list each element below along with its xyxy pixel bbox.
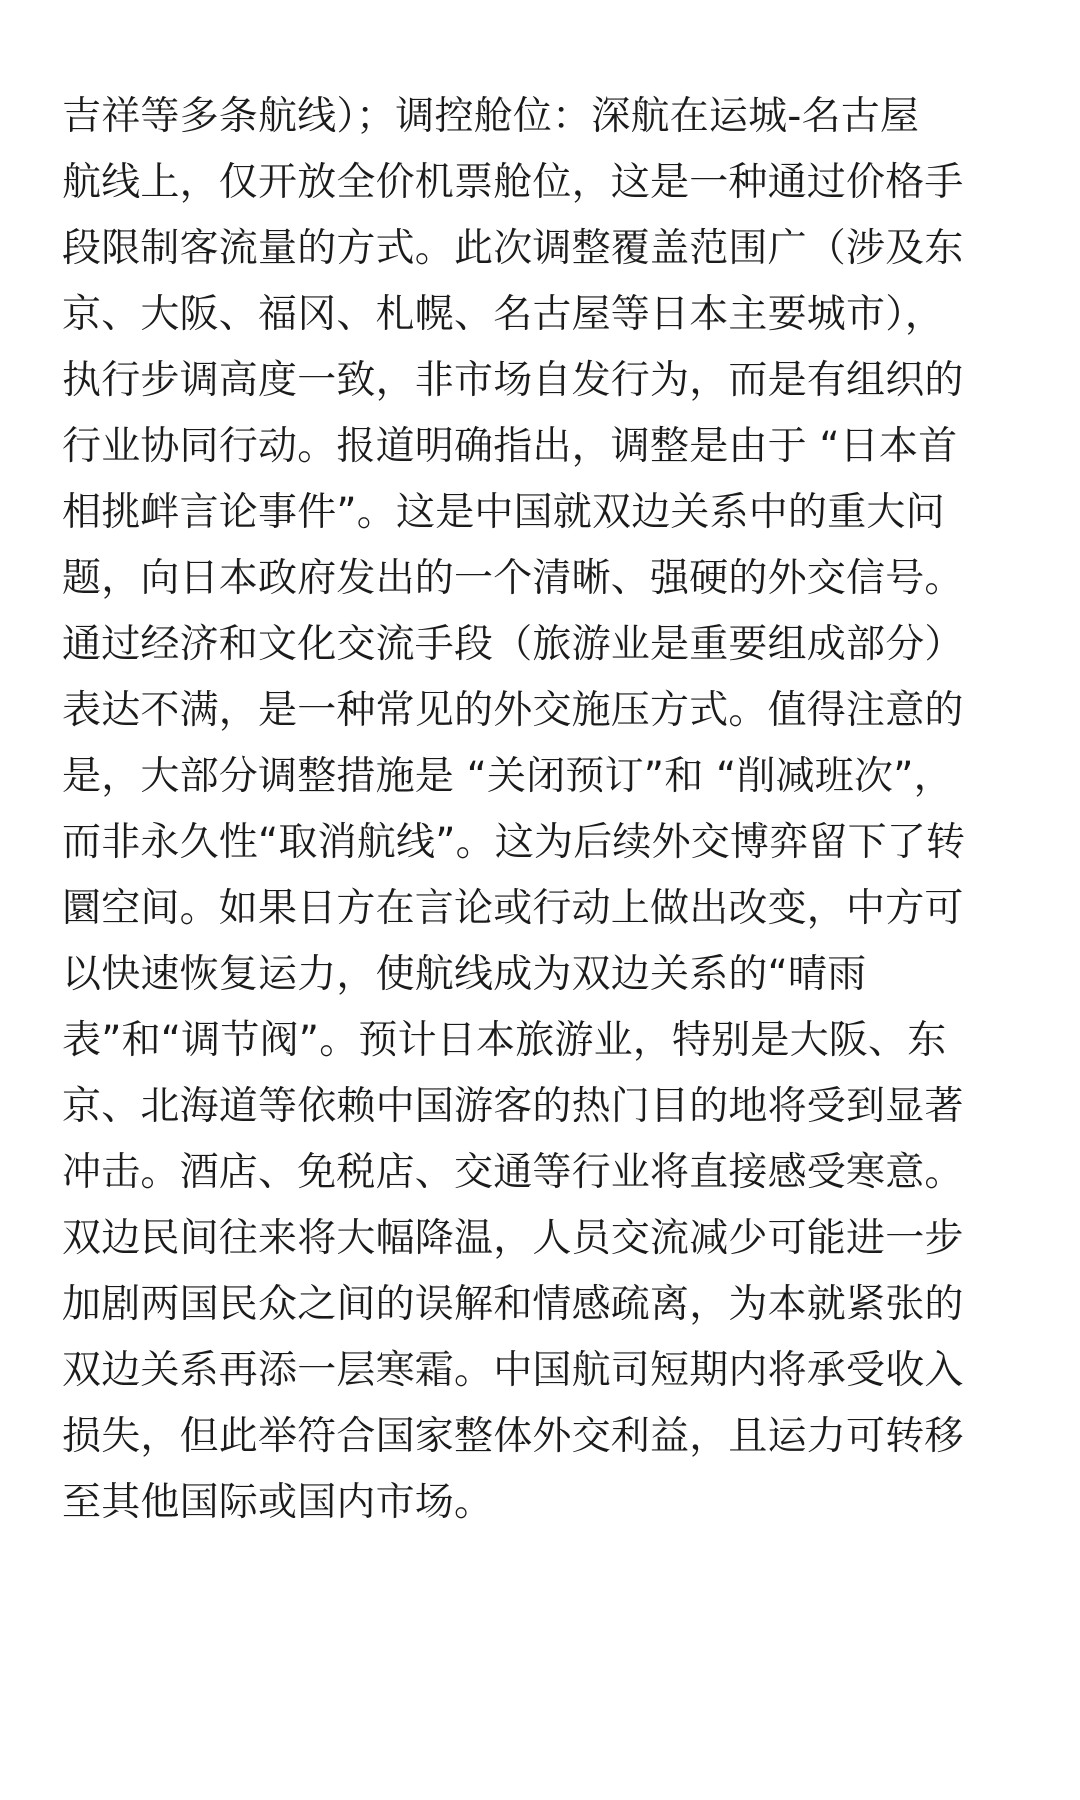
text-line: 加剧两国民众之间的误解和情感疏离，为本就紧张的 [62, 1282, 964, 1327]
text-line: 表达不满，是一种常见的外交施压方式。值得注意的 [62, 688, 964, 733]
text-line: 京、大阪、福冈、札幌、名古屋等日本主要城市）， [62, 292, 945, 337]
text-line: 双边民间往来将大幅降温，人员交流减少可能进一步 [62, 1216, 964, 1261]
text-line: 行业协同行动。报道明确指出，调整是由于 “日本首 [62, 424, 958, 469]
text-line: 是，大部分调整措施是 “关闭预订”和 “削减班次”， [62, 754, 953, 799]
text-line: 京、北海道等依赖中国游客的热门目的地将受到显著 [62, 1084, 964, 1129]
text-line: 通过经济和文化交流手段（旅游业是重要组成部分） [62, 622, 964, 667]
text-line: 段限制客流量的方式。此次调整覆盖范围广（涉及东 [62, 226, 964, 271]
text-line: 双边关系再添一层寒霜。中国航司短期内将承受收入 [62, 1348, 964, 1393]
text-line: 表”和“调节阀”。预计日本旅游业，特别是大阪、东 [62, 1018, 947, 1063]
text-line: 损失，但此举符合国家整体外交利益，且运力可转移 [62, 1414, 964, 1459]
text-line: 吉祥等多条航线）；调控舱位：深航在运城-名古屋 [62, 94, 920, 139]
text-line: 至其他国际或国内市场。 [62, 1480, 494, 1525]
text-line: 以快速恢复运力，使航线成为双边关系的“晴雨 [62, 952, 867, 997]
text-line: 执行步调高度一致，非市场自发行为，而是有组织的 [62, 358, 964, 403]
text-line: 题，向日本政府发出的一个清晰、强硬的外交信号。 [62, 556, 964, 601]
article-body [62, 84, 1032, 1536]
text-line: 圜空间。如果日方在言论或行动上做出改变，中方可 [62, 886, 964, 931]
text-line: 而非永久性“取消航线”。这为后续外交博弈留下了转 [62, 820, 966, 865]
text-line: 相挑衅言论事件”。这是中国就双边关系中的重大问 [62, 490, 945, 535]
text-line: 航线上，仅开放全价机票舱位，这是一种通过价格手 [62, 160, 964, 205]
text-line: 冲击。酒店、免税店、交通等行业将直接感受寒意。 [62, 1150, 964, 1195]
